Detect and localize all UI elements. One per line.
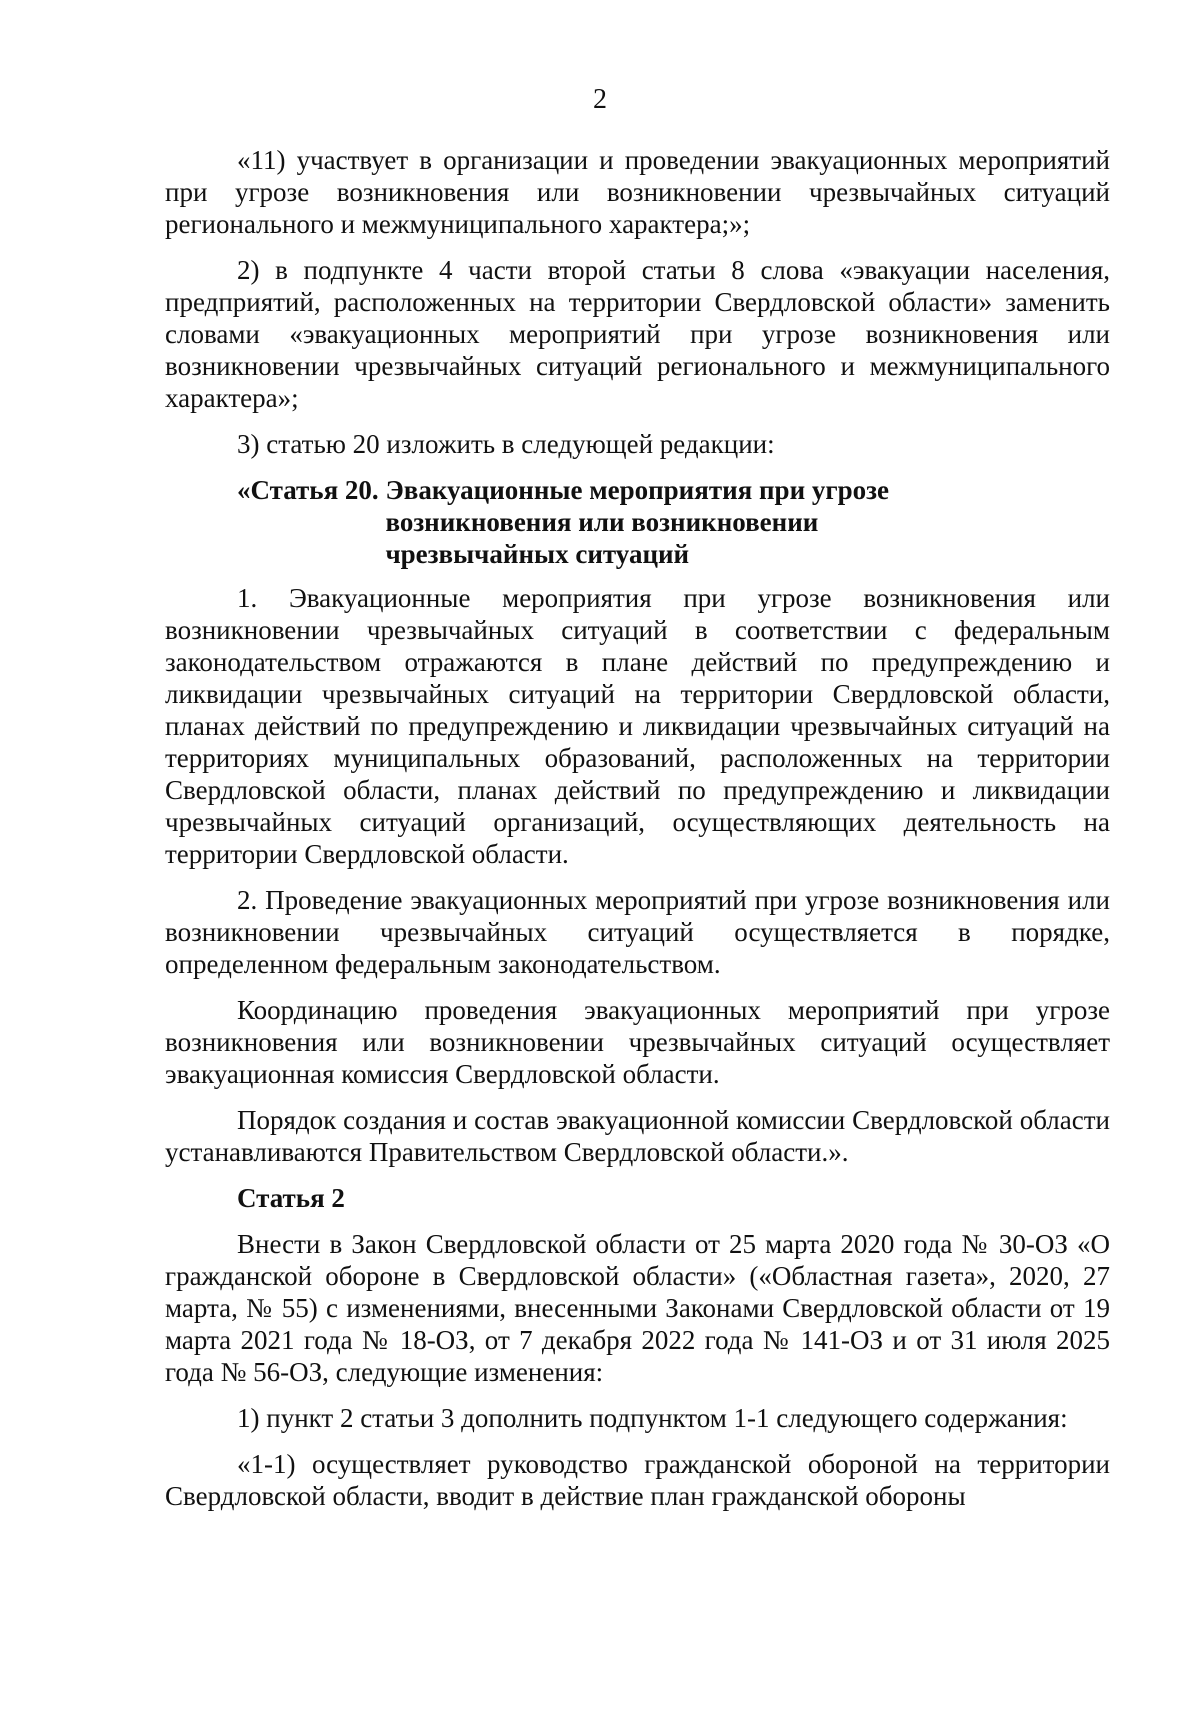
document-body (165, 144, 1110, 1526)
article-2-heading: Статья 2 (237, 1183, 345, 1213)
page-number: 2 (593, 84, 607, 115)
article-20-clause-2: 2. Проведение эвакуационных мероприятий при угрозе возникновения или возникновении чрезвычайных ситуаций осуществляется в порядке, определенном федеральным законодательством. (165, 885, 1110, 979)
article-20-clause-1: 1. Эвакуационные мероприятия при угрозе возникновения или возникновении чрезвычайных ситуаций в соответствии с федеральным законодательством отражаются в плане действий по предупреждению и ликвидации чрезвычайных ситуаций на территории Свердловской области, планах действий по предупреждению и ликвидации чрезвычайных ситуаций на территориях муниципальных образований, расположенных на территории Свердловской области, планах действий по предупреждению и ликвидации чрезвычайных ситуаций организаций, осуществляющих деятельность на территории Свердловской области. (165, 583, 1110, 869)
paragraph-subpoint-2: 2) в подпункте 4 части второй статьи 8 слова «эвакуации населения, предприятий, расположенных на территории Свердловской области» заменить словами «эвакуационных мероприятий при угрозе возникновения или возникновении чрезвычайных ситуаций регионального и межмуниципального характера»; (165, 255, 1110, 413)
article-2-quote-1-1: «1-1) осуществляет руководство гражданской обороной на территории Свердловской области, вводит в действие план гражданской обороны (165, 1449, 1110, 1511)
article-20-commission: Порядок создания и состав эвакуационной комиссии Свердловской области устанавливаются Правительством Свердловской области.». (165, 1105, 1110, 1167)
article-20-heading (165, 474, 1110, 570)
article-20-title: Эвакуационные мероприятия при угрозе возникновения или возникновении чрезвычайных ситуаций (385, 475, 889, 569)
article-2-subpoint-1: 1) пункт 2 статьи 3 дополнить подпунктом 1-1 следующего содержания: (237, 1403, 1068, 1433)
paragraph-item-11: «11) участвует в организации и проведении эвакуационных мероприятий при угрозе возникновения или возникновении чрезвычайных ситуаций регионального и межмуниципального характера;»; (165, 145, 1110, 239)
article-20-coordination: Координацию проведения эвакуационных мероприятий при угрозе возникновения или возникновении чрезвычайных ситуаций осуществляет эвакуационная комиссия Свердловской области. (165, 995, 1110, 1089)
article-20-number: «Статья 20. (237, 475, 379, 505)
article-2-intro: Внести в Закон Свердловской области от 25 марта 2020 года № 30-ОЗ «О гражданской обороне в Свердловской области» («Областная газета», 2020, 27 марта, № 55) с изменениями, внесенными Законами Свердловской области от 19 марта 2021 года № 18-ОЗ, от 7 декабря 2022 года № 141-ОЗ и от 31 июля 2025 года № 56-ОЗ, следующие изменения: (165, 1229, 1110, 1387)
paragraph-subpoint-3: 3) статью 20 изложить в следующей редакции: (237, 429, 775, 459)
